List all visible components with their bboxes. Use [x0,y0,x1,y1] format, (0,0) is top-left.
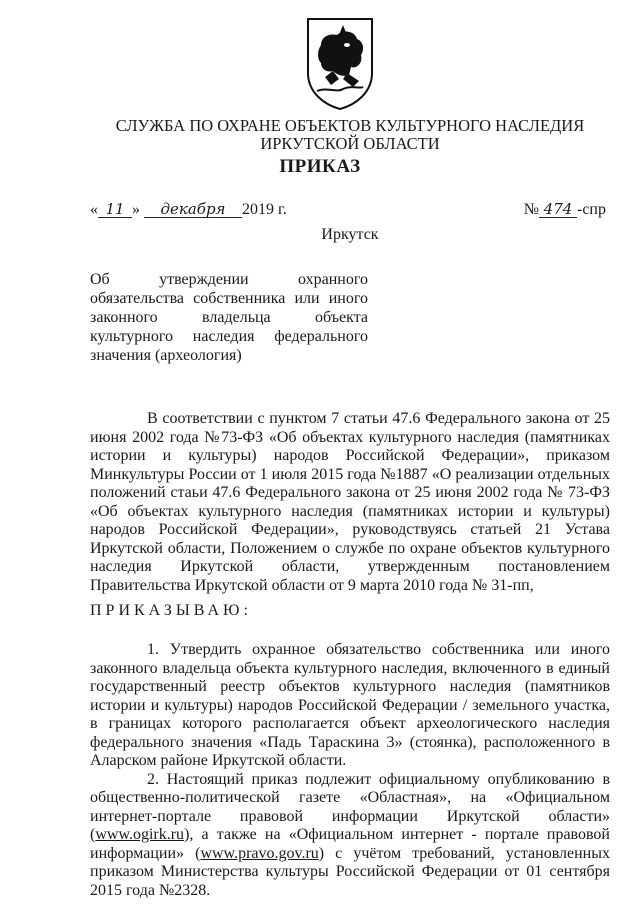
irkutsk-coat-of-arms-emblem [303,15,377,111]
order-item-1: 1. Утвердить охранное обязательство собственника или иного законного владельца объекта культурного наследия, включенного в единый государственный реестр объектов культурного наследия (памятников истории и культуры) народов Российской Федерации / земельного участка, в границах которого располагается объект археологического наследия федерального значения «Падь Тараскина 3» (стоянка), расположенного в Аларском районе Иркутской области. [90,641,610,769]
date-month: декабря [144,202,242,218]
pravo-link[interactable]: www.pravo.gov.ru [200,844,319,862]
city-name: Иркутск [321,226,379,243]
agency-name-line2: ИРКУТСКОЙ ОБЛАСТИ [260,134,440,153]
date-year: 2019 г. [242,201,287,218]
order-subject: Об утверждении охранного обязательства собственника или иного законного владельца объекта культурного наследия федерального значения (археология) [90,271,368,364]
preamble-block [90,410,610,595]
date-day: 11 [98,202,132,218]
order-directive-word: ПРИКАЗЫВАЮ: [90,602,252,619]
document-date: « 11 » декабря 2019 г. [90,200,287,218]
order-item-2 [90,771,610,901]
number-suffix: -спр [577,201,606,218]
preamble-paragraph: В соответствии с пунктом 7 статьи 47.6 Федерального закона от 25 июня 2002 года №73-ФЗ «Об объектах культурного наследия (памятниках истории и культуры) народов Российской Федерации», приказом Минкультуры России от 1 июля 2015 года №1887 «О реализации отдельных положений стаьи 47.6 Федерального закона от 25 июня 2002 года № 73-ФЗ «Об объектах культурного наследия (памятниках истории и культуры) народов Российской Федерации», руководствуясь статьей 21 Устава Иркутской области, Положением о службе по охране объектов культурного наследия Иркутской области, утвержденным постановлением Правительства Иркутской области от 9 марта 2010 года № 31-пп, [90,410,610,594]
document-number [524,201,606,219]
order-item-2-part1: 2. Настоящий приказ подлежит официальному опубликованию в общественно-политической газете «Областная», на «Официальном интернет-портале правовой информации Иркутской области» ( [90,770,610,843]
order-items-block [90,641,610,900]
document-type-title: ПРИКАЗ [279,156,361,177]
number-prefix: № [523,201,539,218]
agency-name-line1: СЛУЖБА ПО ОХРАНЕ ОБЪЕКТОВ КУЛЬТУРНОГО НАСЛЕДИЯ [115,116,585,135]
number-value: 474 [539,202,577,218]
order-item-2-part3: ) с учётом требований, установленных приказом Министерства культуры Российской Федерации от 01 сентября 2015 года №2328. [90,844,610,899]
ogirk-link[interactable]: www.ogirk.ru [95,826,185,843]
order-item-2-part2: ), а также на «Официальном интернет - портале правовой информации» ( [90,826,610,862]
